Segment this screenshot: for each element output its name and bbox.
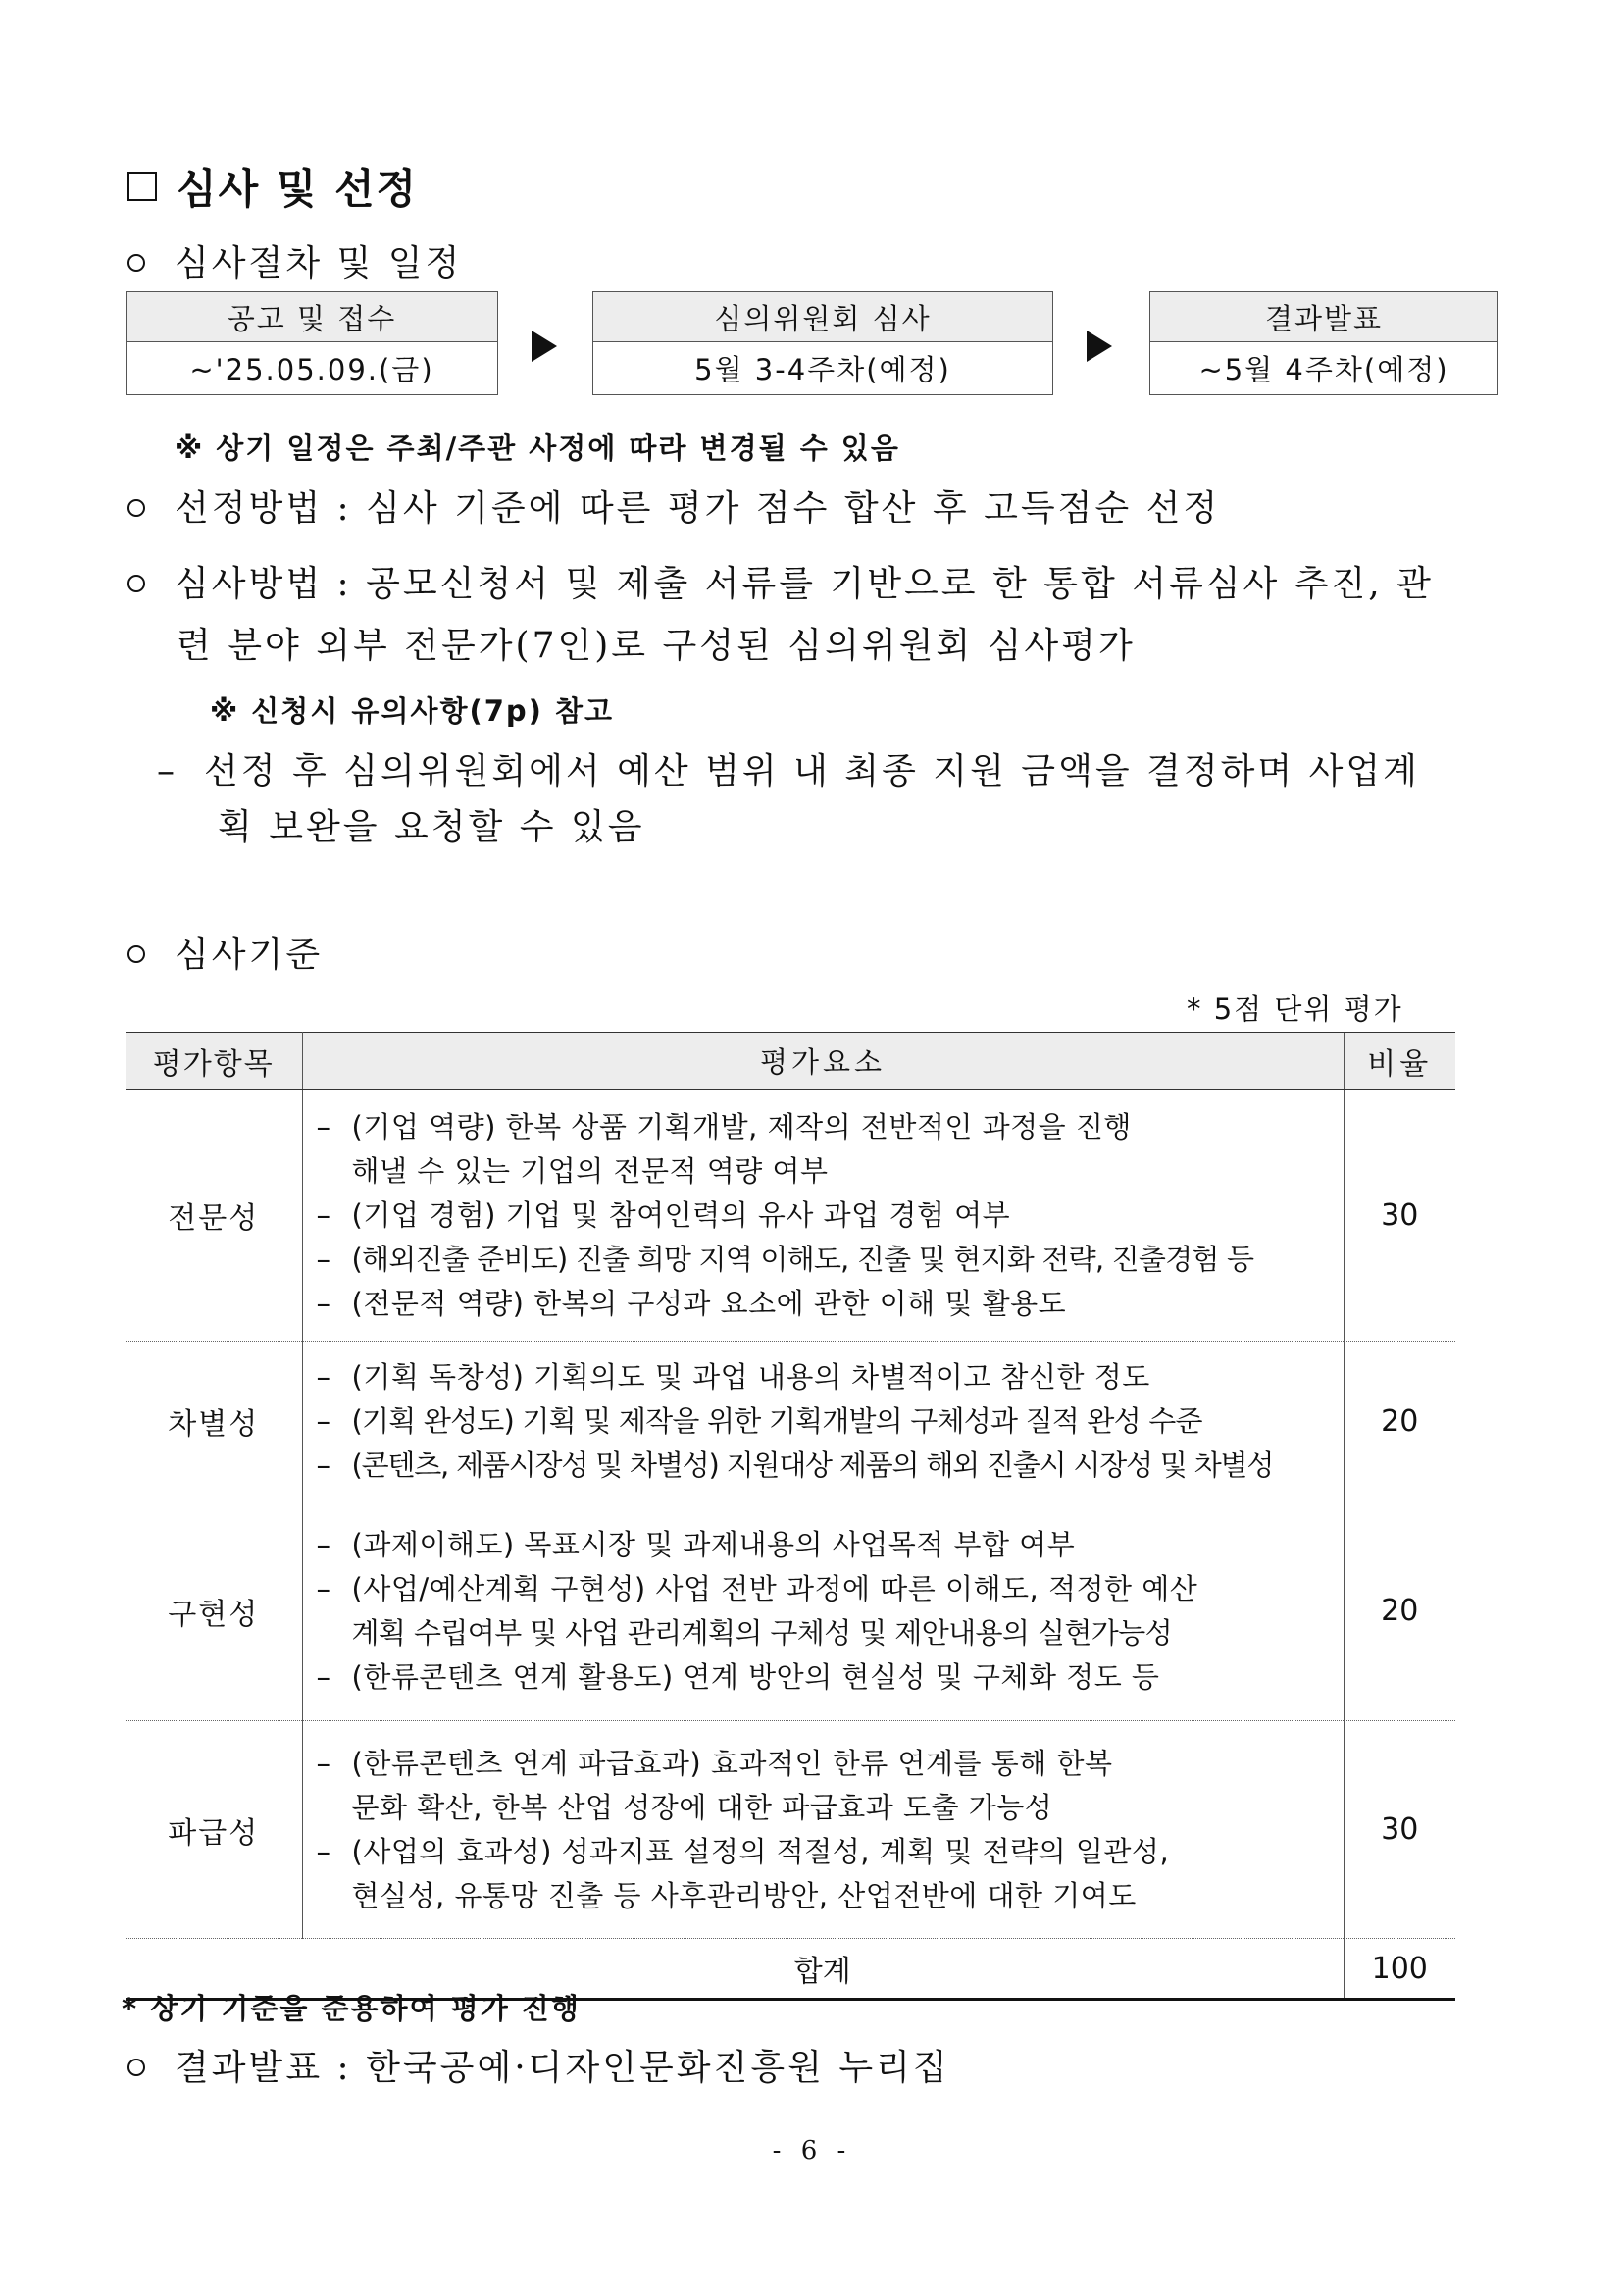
row-category: 차별성: [126, 1342, 302, 1501]
criteria-footnote: * 상기 기준을 준용하여 평가 진행: [122, 1992, 581, 2025]
flow-step-date: 5월 3-4주차(예정): [694, 353, 951, 386]
list-item-cont: 계획 수립여부 및 사업 관리계획의 구체성 및 제안내용의 실현가능성: [351, 1615, 1173, 1650]
flow-step-date: ~5월 4주차(예정): [1198, 353, 1449, 386]
list-item: – (한류콘텐츠 연계 활용도) 연계 방안의 현실성 및 구체화 정도 등: [316, 1659, 1160, 1694]
review-method-sub: [157, 743, 1420, 793]
table-row: [126, 1090, 1455, 1342]
total-label: 합계: [302, 1939, 1344, 2000]
header-ratio: 비율: [1344, 1033, 1455, 1090]
result-text: 결과발표 : 한국공예·디자인문화진흥원 누리집: [175, 2048, 950, 2088]
review-method-line1: 심사방법 : 공모신청서 및 제출 서류를 기반으로 한 통합 서류심사 추진, 관: [175, 564, 1434, 604]
list-item: – (사업의 효과성) 성과지표 설정의 적절성, 계획 및 전략의 일관성,: [316, 1834, 1170, 1868]
row-ratio: 30: [1344, 1090, 1455, 1342]
circle-bullet-icon: [127, 254, 145, 272]
total-value: 100: [1344, 1939, 1455, 2000]
row-category: 전문성: [126, 1090, 302, 1342]
dash-bullet: –: [157, 751, 178, 791]
result-announcement: [127, 2040, 950, 2090]
section-title: 심사 및 선정: [177, 165, 419, 213]
header-category: 평가항목: [126, 1033, 302, 1090]
row-ratio: 20: [1344, 1501, 1455, 1721]
flow-step-label: 심의위원회 심사: [593, 292, 1052, 342]
table-header-row: [126, 1033, 1455, 1090]
arrow-right-icon: [532, 331, 557, 362]
table-row: [126, 1501, 1455, 1721]
page-number: - 6 -: [772, 2136, 852, 2165]
row-ratio: 20: [1344, 1342, 1455, 1501]
table-row: [126, 1721, 1455, 1939]
flow-step-2: [592, 291, 1053, 395]
review-method: [127, 556, 1434, 606]
schedule-heading: [127, 235, 462, 285]
criteria-title: 심사기준: [175, 935, 324, 975]
section-heading: [127, 157, 418, 216]
list-item: – (기업 역량) 한복 상품 기획개발, 제작의 전반적인 과정을 진행: [316, 1109, 1132, 1144]
list-item: – (기획 독창성) 기획의도 및 과업 내용의 차별적이고 참신한 정도: [316, 1359, 1150, 1394]
circle-bullet-icon: [127, 945, 145, 963]
flow-step-1: [126, 291, 498, 395]
list-item: – (과제이해도) 목표시장 및 과제내용의 사업목적 부합 여부: [316, 1527, 1076, 1561]
flow-step-3: [1149, 291, 1498, 395]
row-elements: [302, 1501, 1344, 1721]
row-category: 파급성: [126, 1721, 302, 1939]
criteria-unit-note: * 5점 단위 평가: [1187, 992, 1403, 1026]
circle-bullet-icon: [127, 499, 145, 517]
list-item-cont: 현실성, 유통망 진출 등 사후관리방안, 산업전반에 대한 기여도: [351, 1878, 1137, 1912]
checkbox-square-icon: [127, 172, 157, 201]
schedule-title: 심사절차 및 일정: [175, 243, 463, 283]
selection-method-text: 선정방법 : 심사 기준에 따른 평가 점수 합산 후 고득점순 선정: [175, 488, 1221, 529]
list-item-cont: 문화 확산, 한복 산업 성장에 대한 파급효과 도출 가능성: [351, 1790, 1053, 1824]
flow-step-date: ~'25.05.09.(금): [189, 353, 434, 386]
arrow-right-icon: [1087, 331, 1112, 362]
list-item: – (한류콘텐츠 연계 파급효과) 효과적인 한류 연계를 통해 한복: [316, 1746, 1113, 1780]
row-elements: [302, 1090, 1344, 1342]
row-ratio: 30: [1344, 1721, 1455, 1939]
review-method-sub-line1: 선정 후 심의위원회에서 예산 범위 내 최종 지원 금액을 결정하며 사업계: [204, 751, 1420, 791]
table-row: [126, 1342, 1455, 1501]
list-item: – (전문적 역량) 한복의 구성과 요소에 관한 이해 및 활용도: [316, 1286, 1067, 1320]
review-method-line2: 련 분야 외부 전문가(7인)로 구성된 심의위원회 심사평가: [177, 626, 1136, 666]
circle-bullet-icon: [127, 575, 145, 592]
list-item: – (해외진출 준비도) 진출 희망 지역 이해도, 진출 및 현지화 전략, 진출경험 등: [316, 1242, 1254, 1276]
schedule-note: ※ 상기 일정은 주최/주관 사정에 따라 변경될 수 있음: [175, 432, 900, 465]
flow-step-label: 공고 및 접수: [127, 292, 497, 342]
review-method-note: ※ 신청시 유의사항(7p) 참고: [210, 694, 615, 728]
criteria-heading: [127, 927, 323, 977]
list-item: – (콘텐츠, 제품시장성 및 차별성) 지원대상 제품의 해외 진출시 시장성 및 차별성: [316, 1448, 1274, 1482]
list-item: – (기획 완성도) 기획 및 제작을 위한 기획개발의 구체성과 질적 완성 수준: [316, 1403, 1202, 1438]
row-elements: [302, 1342, 1344, 1501]
review-method-sub-line2: 획 보완을 요청할 수 있음: [218, 807, 645, 847]
flow-step-label: 결과발표: [1150, 292, 1497, 342]
list-item: – (기업 경험) 기업 및 참여인력의 유사 과업 경험 여부: [316, 1197, 1011, 1232]
circle-bullet-icon: [127, 2059, 145, 2076]
list-item: – (사업/예산계획 구현성) 사업 전반 과정에 따른 이해도, 적정한 예산: [316, 1571, 1198, 1605]
list-item-cont: 해낼 수 있는 기업의 전문적 역량 여부: [351, 1153, 829, 1188]
row-elements: [302, 1721, 1344, 1939]
selection-method: [127, 481, 1220, 531]
row-category: 구현성: [126, 1501, 302, 1721]
header-elements: 평가요소: [302, 1033, 1344, 1090]
criteria-table: [126, 1032, 1455, 2001]
